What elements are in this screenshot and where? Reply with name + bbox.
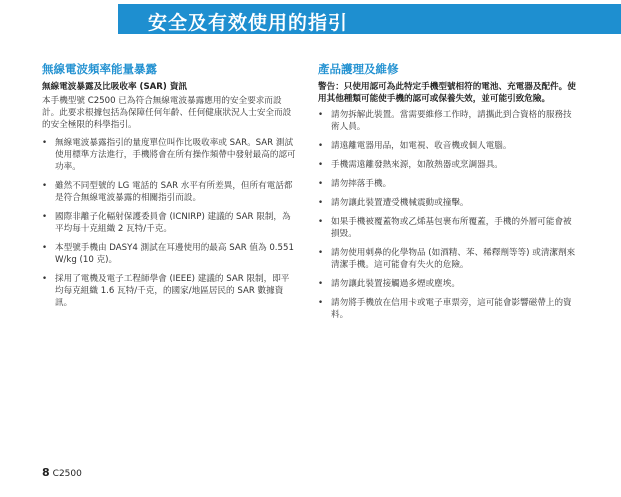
warning-paragraph: 警告：只使用認可為此特定手機型號相符的電池、充電器及配件。使用其他種類可能使手機的認可或保養失效，並可能引致危險。 xyxy=(318,82,576,104)
list-item: • 請勿拆解此裝置。當需要維修工作時，請攜此到合資格的服務技術人員。 xyxy=(318,109,580,133)
left-column xyxy=(42,62,296,316)
sar-subheading: 無線電波暴露及比吸收率 (SAR) 資訊 xyxy=(42,82,188,92)
page-footer xyxy=(42,466,82,479)
list-item: • 請勿讓此裝置遭受機械震動或撞擊。 xyxy=(318,197,580,209)
sar-intro-paragraph: 本手機型號 C2500 已為符合無線電波暴露應用的安全要求而設計。此要求根據包括為保障任何年齡、任何健康狀況人士安全而設的安全極限的科學指引。 xyxy=(42,96,292,130)
list-item: • 請遠離電器用品，如電視、收音機或個人電腦。 xyxy=(318,140,580,152)
page-number: 8 xyxy=(42,466,50,479)
list-item: • 採用了電機及電子工程師學會 (IEEE) 建議的 SAR 限制，即平均每克組織 1.6 瓦特/千克，的國家/地區居民的 SAR 數據資訊。 xyxy=(42,273,296,309)
list-item: • 請勿使用刺鼻的化學物品 (如酒精、苯、稀釋劑等等) 或清潔劑來清潔手機。這可能會有失火的危險。 xyxy=(318,247,580,271)
right-column xyxy=(318,62,580,328)
rf-exposure-heading: 無線電波頻率能量暴露 xyxy=(42,62,157,76)
model-label: C2500 xyxy=(52,469,82,479)
list-item: • 國際非離子化輻射保護委員會 (ICNIRP) 建議的 SAR 限制，為平均每十克組織 2 瓦特/千克。 xyxy=(42,211,296,235)
list-item: • 本型號手機由 DASY4 測試在耳邊使用的最高 SAR 值為 0.551 W/kg (10 克)。 xyxy=(42,242,296,266)
list-item: • 如果手機被覆蓋物或乙烯基包裹布所覆蓋，手機的外層可能會被損毀。 xyxy=(318,216,580,240)
page-title: 安全及有效使用的指引 xyxy=(148,12,349,34)
list-item: • 請勿讓此裝置接觸過多煙或塵埃。 xyxy=(318,278,580,290)
list-item: • 手機需遠離發熱來源，如散熱器或烹調器具。 xyxy=(318,159,580,171)
list-item: • 無線電波暴露指引的量度單位叫作比吸收率或 SAR。SAR 測試使用標準方法進行，手機將會在所有操作頻帶中發射最高的認可功率。 xyxy=(42,137,296,173)
sar-bullet-list xyxy=(42,137,296,309)
list-item: • 請勿將手機放在信用卡或電子車票旁，這可能會影響磁帶上的資料。 xyxy=(318,297,580,321)
list-item: • 雖然不同型號的 LG 電話的 SAR 水平有所差異，但所有電話都是符合無線電波暴露的相關指引而設。 xyxy=(42,180,296,204)
page-header xyxy=(0,0,621,40)
care-maintenance-heading: 產品護理及維修 xyxy=(318,62,399,76)
care-bullet-list xyxy=(318,109,580,321)
list-item: • 請勿摔落手機。 xyxy=(318,178,580,190)
